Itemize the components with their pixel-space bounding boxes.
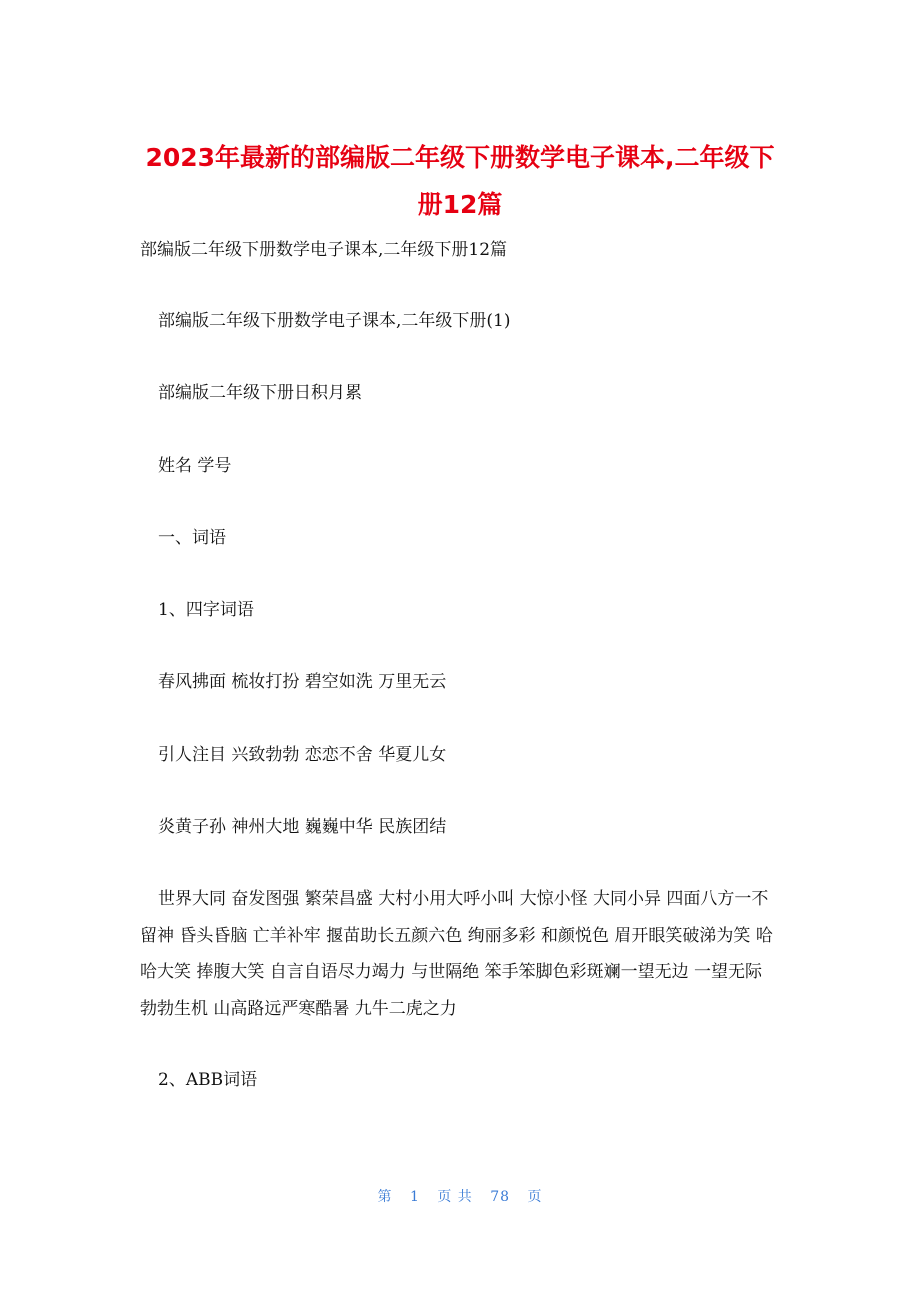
word-list-line: 春风拂面 梳妆打扮 碧空如洗 万里无云 <box>158 672 447 692</box>
word-list-line: 炎黄子孙 神州大地 巍巍中华 民族团结 <box>158 817 447 837</box>
word-list-line: 引人注目 兴致勃勃 恋恋不舍 华夏儿女 <box>158 745 447 765</box>
footer-ye: 页 <box>527 1189 543 1205</box>
footer-total-pages: 78 <box>490 1189 511 1205</box>
word-list-paragraph-text: 世界大同 奋发图强 繁荣昌盛 大村小用大呼小叫 大惊小怪 大同小异 四面八方一不留神 昏头昏脑 亡羊补牢 揠苗助长五颜六色 绚丽多彩 和颜悦色 眉开眼笑破涕为笑 哈哈大笑 捧腹大笑 自言自语尽力竭力 与世隔绝 笨手笨脚色彩斑斓一望无边 一望无际 勃勃生机 山高路远严寒酷暑 九牛二虎之力 <box>140 889 773 1019</box>
section-heading: 部编版二年级下册日积月累 <box>158 383 362 403</box>
footer-ye-gong: 页 共 <box>437 1189 473 1205</box>
document-title-line-1: 2023年最新的部编版二年级下册数学电子课本,二年级下 <box>145 143 775 172</box>
heading-words: 一、词语 <box>158 528 226 548</box>
section-title: 部编版二年级下册数学电子课本,二年级下册(1) <box>158 311 511 331</box>
document-title-line-2: 册12篇 <box>417 190 503 219</box>
footer-di: 第 <box>377 1189 393 1205</box>
heading-abb-words: 2、ABB词语 <box>158 1070 258 1090</box>
document-subtitle: 部编版二年级下册数学电子课本,二年级下册12篇 <box>140 240 508 260</box>
heading-four-char-words: 1、四字词语 <box>158 600 254 620</box>
name-number-line: 姓名 学号 <box>158 456 232 476</box>
footer-current-page: 1 <box>409 1189 420 1205</box>
page-footer <box>0 1186 920 1206</box>
word-list-paragraph <box>140 881 780 1027</box>
